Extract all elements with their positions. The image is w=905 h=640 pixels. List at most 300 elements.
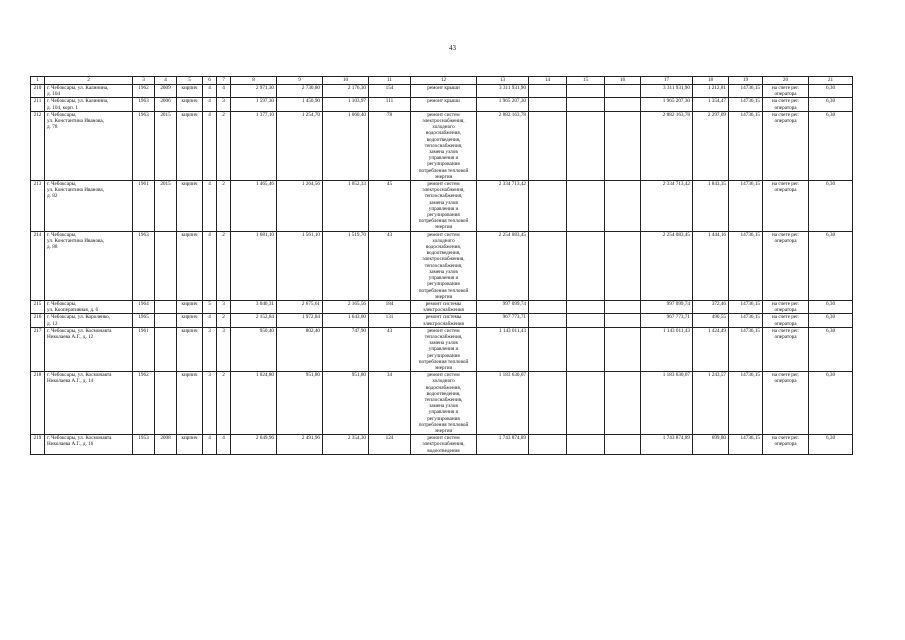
repair-works-cell [411, 111, 477, 180]
table-row [31, 98, 853, 111]
repair-works-cell-line: ремонт систем [427, 111, 460, 118]
owner-funds-cell: 2 334 713,42 [641, 181, 693, 232]
column-number: 3 [133, 77, 155, 85]
total-cost-cell: 1 143 011,43 [477, 327, 529, 371]
owned-area-cell: 1 052,33 [323, 181, 369, 232]
wall-material-cell: кирпич [177, 314, 203, 327]
total-cost-cell: 2 254 083,45 [477, 231, 529, 300]
total-area-cell: 2 152,84 [231, 314, 277, 327]
c21-cell: 6,30 [809, 231, 853, 300]
year-built-cell: 1963 [133, 111, 155, 180]
funding-method-cell-line: на счете рег. [771, 85, 800, 91]
repair-works-cell-line: управления и [428, 409, 459, 416]
page-number: 43 [449, 44, 456, 52]
column-number: 17 [641, 77, 693, 85]
row-number: 219 [31, 435, 45, 455]
address-cell-line: ул. Кооперативная, д. 6 [47, 307, 99, 314]
row-number: 212 [31, 111, 45, 180]
repair-works-cell-line: холодного [432, 237, 455, 244]
repair-works-cell-line: водоотведения [427, 447, 460, 454]
repair-works-cell [411, 314, 477, 327]
owner-funds-cell: 3 311 931,90 [641, 85, 693, 98]
column-number: 8 [231, 77, 277, 85]
last-repair-year-cell: 2008 [155, 435, 177, 455]
max-unit-cost-cell: 14736,15 [729, 327, 763, 371]
funding-cell [529, 85, 567, 98]
column-number: 4 [155, 77, 177, 85]
funding-method-cell-line: оператора [774, 320, 797, 327]
owner-funds-cell: 2 254 083,45 [641, 231, 693, 300]
total-cost-cell: 2 334 713,42 [477, 181, 529, 232]
address-cell [45, 111, 133, 180]
repair-works-cell-line: теплоснабжения, [424, 396, 463, 403]
year-built-cell: 1963 [133, 98, 155, 111]
repair-works-cell-line: энергии [434, 427, 453, 434]
repair-works-cell-line: управления и [428, 155, 459, 162]
max-unit-cost-cell: 14736,15 [729, 85, 763, 98]
funding-cell [605, 435, 641, 455]
last-repair-year-cell [155, 314, 177, 327]
funding-method-cell [763, 327, 809, 371]
total-area-cell: 1 597,30 [231, 98, 277, 111]
wall-material-cell: кирпич [177, 85, 203, 98]
entrances-cell: 2 [217, 231, 231, 300]
repair-works-cell-line: потребления тепловой [418, 358, 469, 365]
repair-works-cell-line: электроснабжения, [422, 187, 465, 194]
address-cell-line: г. Чебоксары, [47, 231, 77, 238]
funding-cell [605, 327, 641, 371]
funding-method-cell-line: оператора [774, 104, 797, 111]
row-number: 210 [31, 85, 45, 98]
total-area-cell: 950,40 [231, 327, 277, 371]
column-number: 9 [277, 77, 323, 85]
table-row [31, 435, 853, 455]
entrances-cell: 4 [217, 85, 231, 98]
funding-method-cell-line: оператора [774, 187, 797, 194]
owned-area-cell: 1 060,40 [323, 111, 369, 180]
funding-method-cell [763, 372, 809, 435]
repair-works-cell-line: энергии [434, 173, 453, 180]
repair-works-cell-line: водоотведения, [426, 390, 461, 397]
c21-cell: 6,30 [809, 327, 853, 371]
year-built-cell: 1965 [133, 314, 155, 327]
column-number: 13 [477, 77, 529, 85]
address-cell [45, 372, 133, 435]
residents-cell: 43 [369, 231, 411, 300]
repair-works-cell-line: электроснабжения [423, 320, 464, 327]
funding-cell [529, 435, 567, 455]
unit-cost-cell: 2 297,09 [693, 111, 729, 180]
last-repair-year-cell [155, 372, 177, 435]
repair-works-cell-line: водоснабжения, [425, 244, 462, 251]
unit-cost-cell: 1 212,81 [693, 85, 729, 98]
repair-works-cell-line: потребления тепловой [418, 421, 469, 428]
wall-material-cell: кирпич [177, 98, 203, 111]
repair-works-cell-line: электроснабжения, [422, 441, 465, 448]
funding-method-cell-line: на счете рег. [771, 111, 800, 118]
floors-cell: 4 [203, 181, 217, 232]
funding-cell [529, 111, 567, 180]
funding-cell [605, 231, 641, 300]
repair-works-cell-line: регулирования [427, 352, 460, 359]
row-number: 215 [31, 300, 45, 313]
address-cell [45, 85, 133, 98]
repair-works-cell-line: ремонт систем [427, 435, 460, 442]
address-cell [45, 300, 133, 313]
table-row [31, 372, 853, 435]
max-unit-cost-cell: 14736,15 [729, 231, 763, 300]
funding-method-cell-line: оператора [774, 441, 797, 448]
address-cell [45, 231, 133, 300]
column-number: 19 [729, 77, 763, 85]
wall-material-cell: кирпич [177, 111, 203, 180]
c21-cell: 6,30 [809, 98, 853, 111]
repair-works-cell-line: электроснабжения, [422, 118, 465, 125]
column-number: 16 [605, 77, 641, 85]
funding-cell [605, 85, 641, 98]
funding-cell [605, 181, 641, 232]
residential-area-cell: 2 730,80 [277, 85, 323, 98]
column-number: 14 [529, 77, 567, 85]
funding-cell [567, 372, 605, 435]
repair-works-cell-line: замена узлов [429, 199, 458, 206]
row-number: 217 [31, 327, 45, 371]
total-area-cell: 1 465,46 [231, 181, 277, 232]
funding-method-cell [763, 181, 809, 232]
last-repair-year-cell [155, 231, 177, 300]
owner-funds-cell: 1 183 630,07 [641, 372, 693, 435]
address-cell [45, 181, 133, 232]
address-cell-line: д. 12 [47, 320, 58, 327]
max-unit-cost-cell: 14736,15 [729, 435, 763, 455]
floors-cell: 4 [203, 98, 217, 111]
total-cost-cell: 967 773,71 [477, 314, 529, 327]
repair-works-cell-line: водоснабжения, [425, 384, 462, 391]
total-cost-cell: 1 743 874,89 [477, 435, 529, 455]
address-cell-line: д. 104, корп. 1 [47, 104, 79, 111]
residential-area-cell: 1 450,90 [277, 98, 323, 111]
funding-method-cell [763, 231, 809, 300]
repair-works-cell-line: управления и [428, 205, 459, 212]
repair-works-cell-line: теплоснабжения, [424, 333, 463, 340]
repair-works-cell [411, 85, 477, 98]
max-unit-cost-cell: 14736,15 [729, 314, 763, 327]
column-number: 1 [31, 77, 45, 85]
last-repair-year-cell: 2009 [155, 85, 177, 98]
address-cell-line: ул. Константина Иванова, [47, 237, 105, 244]
year-built-cell: 1964 [133, 300, 155, 313]
address-cell-line: д. 82 [47, 193, 58, 200]
repair-works-cell-line: потребления тепловой [418, 218, 469, 225]
year-built-cell: 1961 [133, 181, 155, 232]
year-built-cell: 1953 [133, 435, 155, 455]
year-built-cell: 1962 [133, 85, 155, 98]
year-built-cell: 1962 [133, 372, 155, 435]
repair-works-cell-line: регулирования [427, 161, 460, 168]
repair-works-cell-line: регулирования [427, 415, 460, 422]
column-number: 2 [45, 77, 133, 85]
entrances-cell: 2 [217, 314, 231, 327]
address-cell-line: Николаева А.Г., д. 12 [47, 333, 94, 340]
floors-cell: 3 [203, 327, 217, 371]
funding-cell [529, 372, 567, 435]
residents-cell: 131 [369, 314, 411, 327]
unit-cost-cell: 1 354,47 [693, 98, 729, 111]
repair-works-cell-line: водоснабжения, [425, 130, 462, 137]
repair-works-cell-line: замена узлов [429, 268, 458, 275]
address-cell-line: д. 78 [47, 124, 58, 131]
residential-area-cell: 2 675,61 [277, 300, 323, 313]
repair-works-cell [411, 300, 477, 313]
c21-cell: 6,30 [809, 435, 853, 455]
unit-cost-cell: 1 424,49 [693, 327, 729, 371]
funding-cell [529, 231, 567, 300]
repair-works-cell [411, 435, 477, 455]
residents-cell: 154 [369, 85, 411, 98]
entrances-cell: 4 [217, 435, 231, 455]
total-area-cell: 2 649,96 [231, 435, 277, 455]
floors-cell: 3 [203, 372, 217, 435]
owner-funds-cell: 997 099,74 [641, 300, 693, 313]
address-cell-line: г. Чебоксары, [47, 300, 77, 307]
repair-works-cell-line: регулирования [427, 212, 460, 219]
repair-works-cell-line: электроснабжения [423, 307, 464, 314]
column-number: 6 [203, 77, 217, 85]
column-number: 11 [369, 77, 411, 85]
funding-method-cell [763, 314, 809, 327]
repair-works-cell [411, 98, 477, 111]
funding-cell [567, 231, 605, 300]
funding-method-cell-line: оператора [774, 378, 797, 385]
table-row [31, 111, 853, 180]
wall-material-cell: кирпич [177, 327, 203, 371]
column-number: 12 [411, 77, 477, 85]
row-number: 218 [31, 372, 45, 435]
owned-area-cell: 951,80 [323, 372, 369, 435]
c21-cell: 6,30 [809, 314, 853, 327]
funding-method-cell [763, 111, 809, 180]
wall-material-cell: кирпич [177, 300, 203, 313]
residents-cell: 34 [369, 372, 411, 435]
column-number: 21 [809, 77, 853, 85]
address-cell [45, 327, 133, 371]
last-repair-year-cell: 2006 [155, 98, 177, 111]
total-area-cell: 1 024,80 [231, 372, 277, 435]
funding-cell [529, 98, 567, 111]
funding-cell [605, 314, 641, 327]
entrances-cell: 2 [217, 181, 231, 232]
repair-works-cell [411, 327, 477, 371]
funding-method-cell-line: на счете рег. [771, 98, 800, 105]
wall-material-cell: кирпич [177, 435, 203, 455]
total-area-cell: 1 681,10 [231, 231, 277, 300]
floors-cell: 4 [203, 435, 217, 455]
funding-cell [567, 327, 605, 371]
row-number: 211 [31, 98, 45, 111]
repair-works-cell-line: потребления тепловой [418, 287, 469, 294]
residential-area-cell: 1 264,56 [277, 181, 323, 232]
total-area-cell: 3 046,31 [231, 300, 277, 313]
funding-cell [605, 372, 641, 435]
repair-works-cell-line: теплоснабжения, [424, 142, 463, 149]
total-cost-cell: 1 965 207,30 [477, 98, 529, 111]
funding-cell [605, 98, 641, 111]
last-repair-year-cell: 2015 [155, 181, 177, 232]
residential-area-cell: 2 491,96 [277, 435, 323, 455]
unit-cost-cell: 1 444,16 [693, 231, 729, 300]
funding-cell [567, 85, 605, 98]
repair-works-cell-line: регулирования [427, 281, 460, 288]
funding-method-cell-line: оператора [774, 237, 797, 244]
address-cell-line: ул. Константина Иванова, [47, 118, 105, 125]
repair-works-cell-line: управления и [428, 275, 459, 282]
last-repair-year-cell [155, 327, 177, 371]
address-cell-line: Николаева А.Г., д. 14 [47, 378, 94, 385]
owned-area-cell: 2 354,30 [323, 435, 369, 455]
repair-works-cell-line: теплоснабжения, [424, 262, 463, 269]
row-number: 216 [31, 314, 45, 327]
repair-works-cell-line: замена узлов [429, 403, 458, 410]
funding-cell [567, 300, 605, 313]
repair-works-cell-line: водоотведения, [426, 250, 461, 257]
residential-area-cell: 1 561,10 [277, 231, 323, 300]
total-area-cell: 1 377,10 [231, 111, 277, 180]
funding-cell [529, 314, 567, 327]
address-cell [45, 314, 133, 327]
entrances-cell: 3 [217, 327, 231, 371]
residential-area-cell: 1 972,84 [277, 314, 323, 327]
floors-cell: 4 [203, 85, 217, 98]
funding-method-cell-line: на счете рег. [771, 181, 800, 188]
unit-cost-cell: 490,55 [693, 314, 729, 327]
total-area-cell: 2 971,30 [231, 85, 277, 98]
table-row [31, 231, 853, 300]
repair-works-cell [411, 372, 477, 435]
residents-cell: 124 [369, 435, 411, 455]
repair-works-cell-line: ремонт систем [427, 372, 460, 379]
address-cell-line: г. Чебоксары, ул. Космонавта [47, 435, 112, 442]
c21-cell: 6,30 [809, 300, 853, 313]
address-cell-line: г. Чебоксары, ул. Калинина, [47, 98, 109, 105]
funding-cell [605, 111, 641, 180]
owner-funds-cell: 1 143 011,43 [641, 327, 693, 371]
funding-method-cell-line: на счете рег. [771, 435, 800, 442]
max-unit-cost-cell: 14736,15 [729, 300, 763, 313]
residents-cell: 43 [369, 327, 411, 371]
capital-repair-register-table [30, 76, 853, 455]
repair-works-cell [411, 231, 477, 300]
residential-area-cell: 1 254,70 [277, 111, 323, 180]
funding-method-cell [763, 98, 809, 111]
residents-cell: 111 [369, 98, 411, 111]
funding-method-cell-line: на счете рег. [771, 300, 800, 307]
funding-method-cell-line: на счете рег. [771, 231, 800, 238]
c21-cell: 6,30 [809, 181, 853, 232]
funding-cell [567, 98, 605, 111]
residents-cell: 78 [369, 111, 411, 180]
address-cell-line: г. Чебоксары, ул. Короленко, [47, 314, 111, 321]
column-number: 18 [693, 77, 729, 85]
entrances-cell: 3 [217, 98, 231, 111]
funding-method-cell-line: на счете рег. [771, 372, 800, 379]
column-number: 20 [763, 77, 809, 85]
repair-works-cell-line: энергии [434, 364, 453, 371]
floors-cell: 4 [203, 231, 217, 300]
residents-cell: 45 [369, 181, 411, 232]
owned-area-cell: 2 165,56 [323, 300, 369, 313]
wall-material-cell: кирпич [177, 372, 203, 435]
address-cell-line: Николаева А.Г., д. 16 [47, 441, 94, 448]
floors-cell: 4 [203, 111, 217, 180]
column-number: 15 [567, 77, 605, 85]
funding-method-cell-line: оператора [774, 333, 797, 340]
funding-cell [605, 300, 641, 313]
address-cell-line: д. 104 [47, 91, 61, 98]
total-cost-cell: 1 183 630,07 [477, 372, 529, 435]
max-unit-cost-cell: 14736,15 [729, 98, 763, 111]
max-unit-cost-cell: 14736,15 [729, 111, 763, 180]
residential-area-cell: 951,80 [277, 372, 323, 435]
floors-cell: 5 [203, 300, 217, 313]
funding-cell [567, 111, 605, 180]
column-number-row [31, 77, 853, 85]
funding-cell [567, 435, 605, 455]
address-cell-line: г. Чебоксары, ул. Космонавта [47, 327, 112, 334]
owned-area-cell: 747,90 [323, 327, 369, 371]
address-cell-line: г. Чебоксары, ул. Космонавта [47, 372, 112, 379]
table-row [31, 327, 853, 371]
owned-area-cell: 1 643,00 [323, 314, 369, 327]
funding-method-cell-line: оператора [774, 91, 797, 98]
owner-funds-cell: 1 965 207,30 [641, 98, 693, 111]
year-built-cell: 1961 [133, 327, 155, 371]
repair-works-cell-line: ремонт крыши [427, 85, 460, 91]
total-cost-cell: 2 882 163,78 [477, 111, 529, 180]
repair-works-cell-line: энергии [434, 293, 453, 300]
column-number: 5 [177, 77, 203, 85]
unit-cost-cell: 699,80 [693, 435, 729, 455]
c21-cell: 6,30 [809, 111, 853, 180]
table-body [31, 85, 853, 455]
funding-method-cell-line: на счете рег. [771, 314, 800, 321]
repair-works-cell-line: ремонт систем [427, 231, 460, 238]
entrances-cell: 2 [217, 372, 231, 435]
funding-method-cell [763, 85, 809, 98]
funding-cell [529, 327, 567, 371]
repair-works-cell-line: замена узлов [429, 149, 458, 156]
column-number: 10 [323, 77, 369, 85]
funding-method-cell-line: оператора [774, 307, 797, 314]
address-cell [45, 435, 133, 455]
funding-method-cell [763, 300, 809, 313]
address-cell-line: г. Чебоксары, [47, 181, 77, 188]
owner-funds-cell: 2 882 163,78 [641, 111, 693, 180]
address-cell-line: г. Чебоксары, [47, 111, 77, 118]
funding-method-cell-line: на счете рег. [771, 327, 800, 334]
repair-works-cell-line: теплоснабжения, [424, 193, 463, 200]
table-row [31, 300, 853, 313]
floors-cell: 4 [203, 314, 217, 327]
row-number: 214 [31, 231, 45, 300]
wall-material-cell: кирпич [177, 181, 203, 232]
entrances-cell: 3 [217, 300, 231, 313]
repair-works-cell-line: управления и [428, 346, 459, 353]
address-cell-line: г. Чебоксары, ул. Калинина, [47, 85, 109, 91]
max-unit-cost-cell: 14736,15 [729, 181, 763, 232]
total-cost-cell: 3 311 931,90 [477, 85, 529, 98]
total-cost-cell: 997 099,74 [477, 300, 529, 313]
unit-cost-cell: 1 843,35 [693, 181, 729, 232]
